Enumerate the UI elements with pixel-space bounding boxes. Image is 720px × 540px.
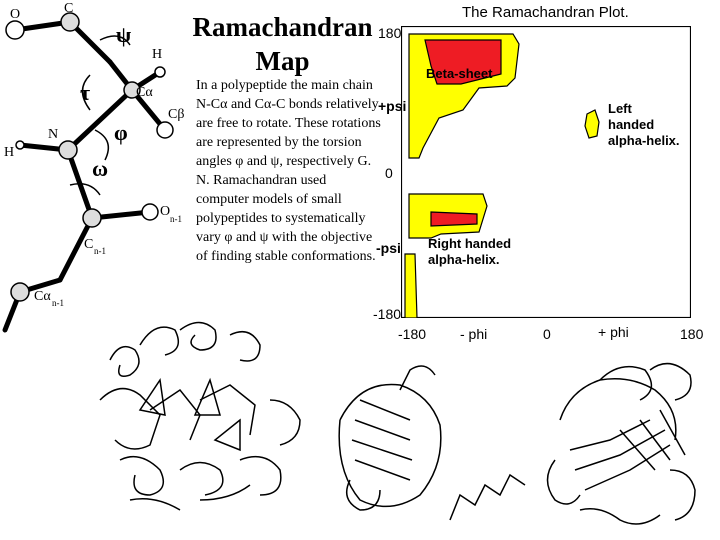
protein-ribbon-middle bbox=[339, 366, 525, 520]
angle-omega: ω bbox=[92, 156, 109, 181]
atom-o-top bbox=[6, 21, 24, 39]
y-tick-0: 0 bbox=[385, 165, 393, 181]
y-tick-180: 180 bbox=[378, 25, 402, 41]
atom-label-calpha-n1: Cα bbox=[34, 289, 51, 304]
atom-h-left bbox=[16, 141, 24, 149]
x-tick-0: 0 bbox=[543, 326, 551, 342]
atom-label-n: N bbox=[48, 127, 59, 142]
atom-label-calpha: Cα bbox=[136, 85, 153, 100]
protein-ribbon-right bbox=[548, 364, 696, 524]
atom-label-h: H bbox=[152, 47, 163, 62]
atom-label-o-n1-sub: n-1 bbox=[170, 214, 182, 224]
atom-label-c: C bbox=[64, 1, 74, 16]
y-label-minus-psi: -psi bbox=[376, 240, 401, 256]
atom-label-c-n1-sub: n-1 bbox=[94, 246, 106, 256]
atom-cn1 bbox=[83, 209, 101, 227]
label-right-helix-1: Right handed bbox=[428, 236, 512, 251]
angle-phi: φ bbox=[114, 120, 128, 145]
atom-cbeta bbox=[157, 122, 173, 138]
slide-title-line1: Ramachandran bbox=[192, 12, 373, 42]
angle-tau: τ bbox=[80, 80, 91, 105]
atom-calpha-n1 bbox=[11, 283, 29, 301]
slide-body-text: In a polypeptide the main chain N-Cα and Cα-C bonds relatively are free to rotate. These rotations are represented by the torsion angles φ and ψ, respectively G. N. Ramachandran used computer models of small polypeptides to systematically vary φ and ψ with the objective of finding stable conformations. bbox=[196, 78, 381, 264]
atom-label-o: O bbox=[10, 7, 21, 22]
label-left-helix-3: alpha-helix. bbox=[608, 133, 680, 148]
label-left-helix-1: Left bbox=[608, 101, 632, 116]
allowed-region-left-edge bbox=[405, 254, 417, 318]
label-right-helix-2: alpha-helix. bbox=[428, 252, 500, 267]
slide-title-line2: Map bbox=[255, 46, 310, 76]
atom-label-h2: H bbox=[4, 145, 15, 160]
slide-title bbox=[180, 10, 385, 78]
core-region-right-helix bbox=[431, 212, 477, 226]
x-label-plus-phi: + phi bbox=[598, 324, 629, 340]
atom-h-top bbox=[155, 67, 165, 77]
peptide-chain-diagram bbox=[0, 0, 200, 340]
x-tick-180: 180 bbox=[680, 326, 704, 342]
y-label-plus-psi: +psi bbox=[378, 98, 407, 114]
atom-label-cbeta: Cβ bbox=[168, 107, 185, 122]
atom-label-c-n1: C bbox=[84, 237, 94, 252]
atom-label-calpha-n1-sub: n-1 bbox=[52, 298, 64, 308]
plot-title: The Ramachandran Plot. bbox=[462, 4, 629, 21]
allowed-region-left-helix bbox=[585, 110, 599, 138]
label-left-helix-2: handed bbox=[608, 117, 655, 132]
atom-n bbox=[59, 141, 77, 159]
atom-on1 bbox=[142, 204, 158, 220]
protein-ribbon-left bbox=[100, 323, 300, 511]
angle-psi: ψ bbox=[116, 22, 132, 47]
label-beta-sheet: Beta-sheet bbox=[426, 66, 493, 81]
x-tick-neg180: -180 bbox=[398, 326, 427, 342]
y-tick-neg180: -180 bbox=[373, 306, 402, 322]
atom-label-o-n1: O bbox=[160, 204, 171, 219]
x-label-minus-phi: - phi bbox=[460, 326, 488, 342]
